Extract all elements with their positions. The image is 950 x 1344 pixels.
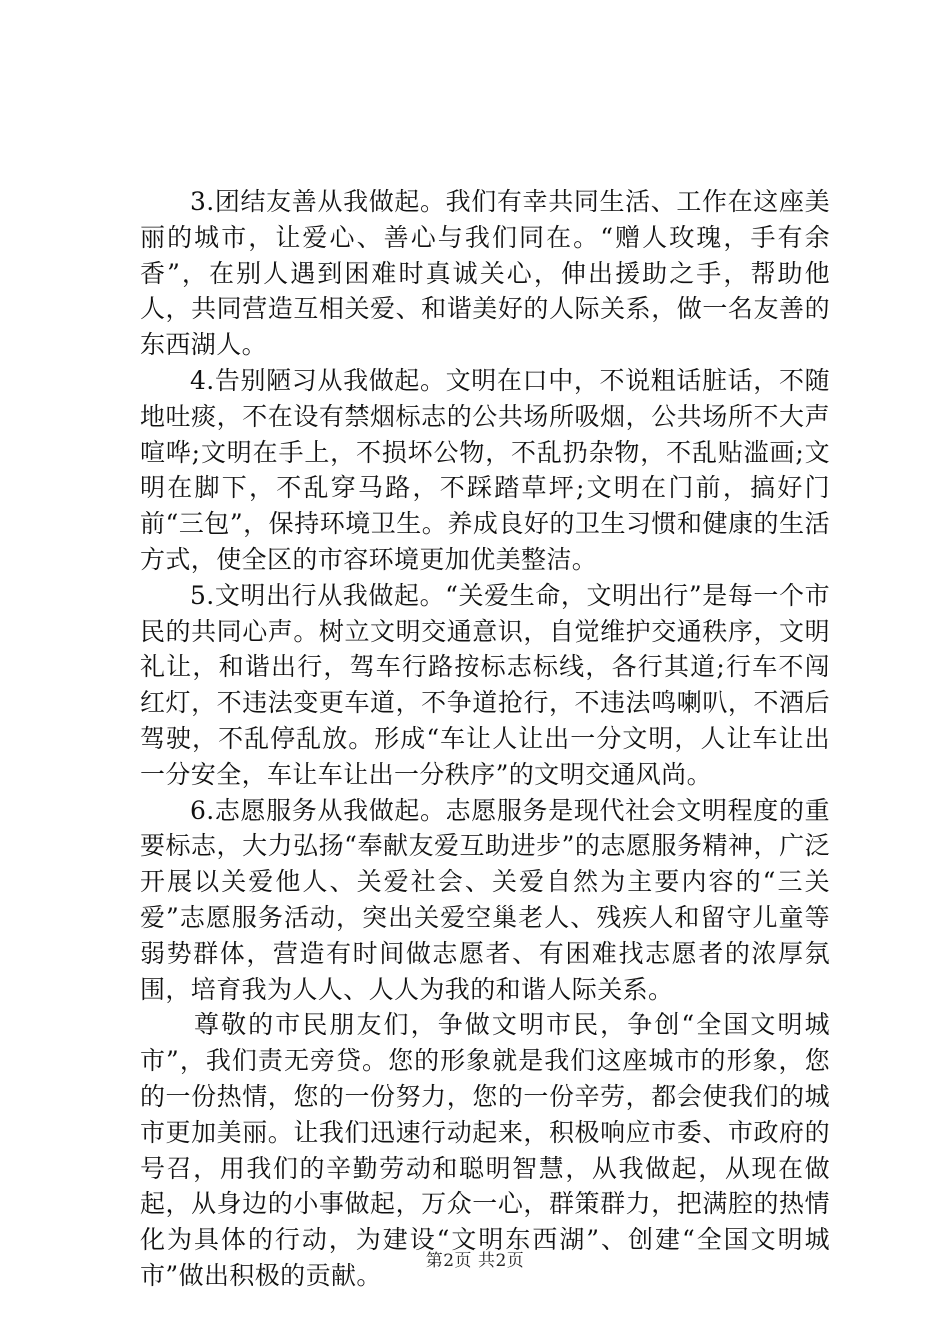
paragraph-item-4-bad-habits: 4.告别陋习从我做起。文明在口中，不说粗话脏话，不随地吐痰，不在设有禁烟标志的公共场所吸烟，公共场所不大声喧哗;文明在手上，不损坏公物，不乱扔杂物，不乱贴滥画;文明在脚下，不乱穿马路，不踩踏草坪;文明在门前，搞好门前“三包”，保持环境卫生。养成良好的卫生习惯和健康的生活方式，使全区的市容环境更加优美整洁。 [140,365,830,574]
paragraph-item-6-volunteer-service: 6.志愿服务从我做起。志愿服务是现代社会文明程度的重要标志，大力弘扬“奉献友爱互助进步”的志愿服务精神，广泛开展以关爱他人、关爱社会、关爱自然为主要内容的“三关爱”志愿服务活动，突出关爱空巢老人、残疾人和留守儿童等弱势群体，营造有时间做志愿者、有困难找志愿者的浓厚氛围，培育我为人人、人人为我的和谐人际关系。 [140,795,830,1004]
paragraph-item-5-civilized-travel: 5.文明出行从我做起。“关爱生命，文明出行”是每一个市民的共同心声。树立文明交通意识，自觉维护交通秩序，文明礼让，和谐出行，驾车行路按标志标线，各行其道;行车不闯红灯，不违法变更车道，不争道抢行，不违法鸣喇叭，不酒后驾驶，不乱停乱放。形成“车让人让出一分文明，人让车让出一分安全，车让车让出一分秩序”的文明交通风尚。 [140,580,830,789]
page-number-footer: 第2页 共2页 [425,1251,525,1271]
document-body [140,184,830,1294]
paragraph-item-3-friendliness: 3.团结友善从我做起。我们有幸共同生活、工作在这座美丽的城市，让爱心、善心与我们同在。“赠人玫瑰，手有余香”，在别人遇到困难时真诚关心，伸出援助之手，帮助他人，共同营造互相关爱、和谐美好的人际关系，做一名友善的东西湖人。 [140,187,830,360]
paragraph-closing-appeal: 尊敬的市民朋友们，争做文明市民，争创“全国文明城市”，我们责无旁贷。您的形象就是我们这座城市的形象，您的一份热情，您的一份努力，您的一份辛劳，都会使我们的城市更加美丽。让我们迅速行动起来，积极响应市委、市政府的号召，用我们的辛勤劳动和聪明智慧，从我做起，从现在做起，从身边的小事做起，万众一心，群策群力，把满腔的热情化为具体的行动，为建设“文明东西湖”、创建“全国文明城市”做出积极的贡献。 [140,1010,830,1290]
